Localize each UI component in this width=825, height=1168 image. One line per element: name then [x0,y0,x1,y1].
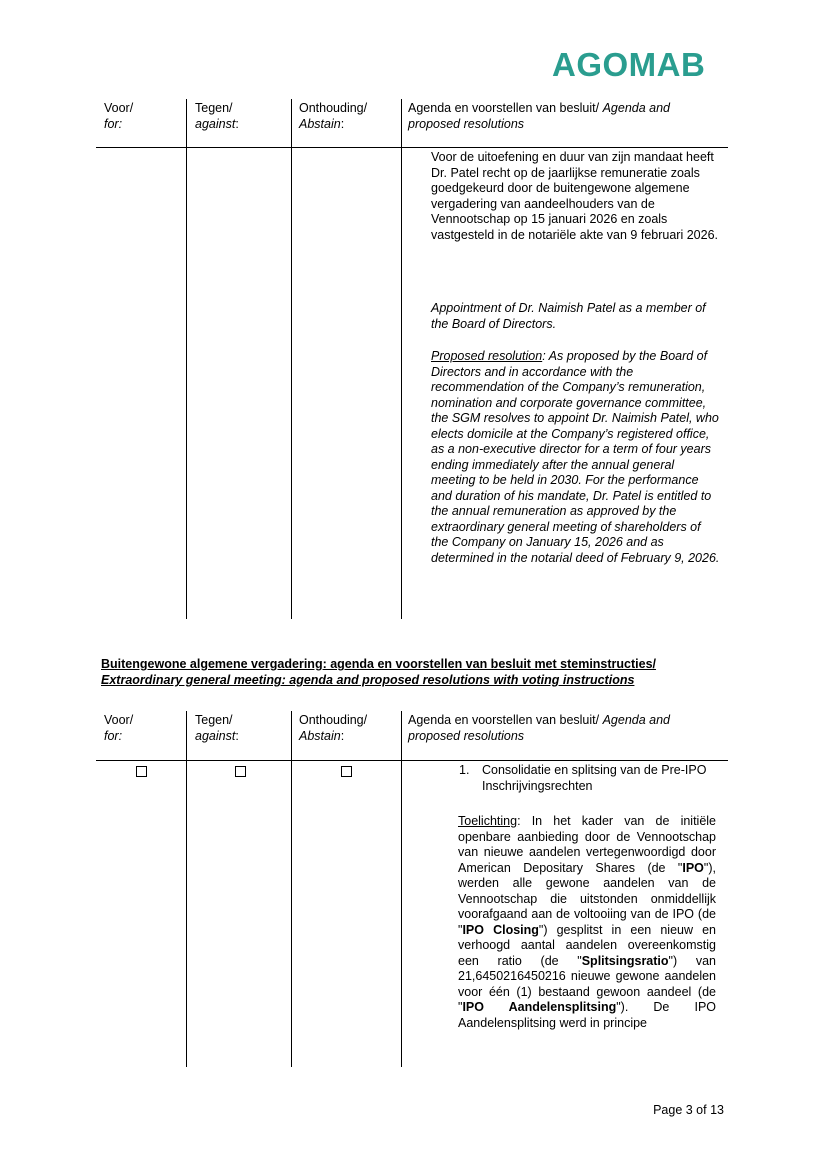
proposed-resolution-text: : As proposed by the Board of Directors and in accordance with the recommendation of the Company’s remuneration, nomination and corporate governance committee, the SGM resolves to appoint Dr. Naimish Patel, who elects domicile at the Company’s registered office, as a non-executive director for a term of four years ending immediately after the annual general meeting to be held in 2030. For the performance and duration of his mandate, Dr. Patel is entitled to the annual remuneration as approved by the extraordinary general meeting of shareholders of the Company on January 15, 2026 and as determined in the notarial deed of February 9, 2026. [431,349,720,565]
explanation-part-4: ") van 21,6450216450216 nieuwe gewone aandelen voor één (1) bestaand gewoon aandeel (de " [458,953,716,1014]
table1-divider-3 [401,99,402,619]
header-onthouding-colon: : [340,116,345,131]
table2-divider-1 [186,711,187,1067]
header-voor [104,101,133,132]
table2-divider-2 [291,711,292,1067]
table2-divider-3 [401,711,402,1067]
header2-onthouding-colon: : [340,728,345,743]
explanation-bold-4: IPO Aandelensplitsing [462,1000,617,1014]
header-tegen-nl: Tegen/ [195,101,233,115]
explanation-part-5: "). De IPO Aandelensplitsing werd in principe [458,1000,716,1030]
proposed-resolution-label: Proposed resolution [431,349,543,363]
header2-onthouding-en: Abstain [299,728,341,743]
header-agenda-en-2: proposed resolutions [408,116,525,131]
explanation-bold-1: IPO [682,860,704,875]
header2-tegen-nl: Tegen/ [195,713,233,727]
header2-onthouding [299,713,367,744]
header-agenda [408,101,728,132]
vote-abstain-checkbox[interactable] [341,766,352,777]
header-onthouding-en: Abstain [299,116,341,131]
table2-header-rule [96,760,728,761]
header-tegen-en: against [195,116,236,131]
page-number: Page 3 of 13 [653,1103,724,1117]
logo-text: AGOMAB [552,46,706,83]
explanation-part-2: "), werden alle gewone aandelen van de Vennootschap die uitstonden onmiddellijk voorafgaand aan de voltooiing van de IPO (de " [458,860,716,937]
section-title [101,656,741,688]
table1-proposed-resolution [431,349,721,566]
header-voor-en: for: [104,116,123,131]
explanation-bold-2: IPO Closing [462,922,539,937]
vote-against-checkbox[interactable] [235,766,246,777]
header2-tegen-en: against [195,728,236,743]
header-onthouding-nl: Onthouding/ [299,101,368,115]
section-title-nl: Buitengewone algemene vergadering: agenda en voorstellen van besluit met steminstructies/ [101,657,657,671]
header2-voor-nl: Voor/ [104,713,134,727]
explanation-part-1: : In het kader van de initiële openbare aanbieding door de Vennootschap van nieuwe aandelen vertegenwoordigd door American Depositary Shares (de " [458,814,716,875]
explanation-bold-3: Splitsingsratio [581,953,669,968]
header2-tegen [195,713,239,744]
explanation-part-3: ") gesplitst in een nieuw en verhoogd aantal aandelen overeenkomstig een ratio (de " [458,922,716,968]
header-agenda-nl: Agenda en voorstellen van besluit/ [408,101,603,115]
header-tegen-colon: : [235,116,239,131]
item-title-text: Consolidatie en splitsing van de Pre-IPO Inschrijvingsrechten [482,763,707,793]
header-onthouding [299,101,367,132]
table1-divider-1 [186,99,187,619]
header2-agenda [408,713,728,744]
header2-agenda-en-1: Agenda and [602,713,671,727]
dutch-remuneration-text: Voor de uitoefening en duur van zijn mandaat heeft Dr. Patel recht op de jaarlijkse remuneratie zoals goedgekeurd door de buitengewone algemene vergadering van aandeelhouders van de Vennootschap op 15 januari 2026 en zoals vastgesteld in de notariële akte van 9 februari 2026. [431,150,718,242]
item-explanation [458,814,716,1031]
section-title-en: Extraordinary general meeting: agenda and proposed resolutions with voting instructions [101,673,635,687]
vote-for-checkbox[interactable] [136,766,147,777]
header-tegen [195,101,239,132]
table1-english-heading [431,301,721,332]
company-logo [552,46,705,84]
table1-dutch-text [431,150,721,243]
header-voor-nl: Voor/ [104,101,134,115]
english-appointment-heading: Appointment of Dr. Naimish Patel as a member of the Board of Directors. [431,301,706,331]
header2-tegen-colon: : [235,728,239,743]
header2-voor-en: for: [104,728,123,743]
item-title [482,763,722,794]
item-number: 1. [459,763,470,777]
table1-divider-2 [291,99,292,619]
header-agenda-en-1: Agenda and [602,101,671,115]
header2-voor [104,713,133,744]
toelichting-label: Toelichting [458,814,518,828]
header2-onthouding-nl: Onthouding/ [299,713,368,727]
header2-agenda-en-2: proposed resolutions [408,728,525,743]
header2-agenda-nl: Agenda en voorstellen van besluit/ [408,713,603,727]
table1-header-rule [96,147,728,148]
